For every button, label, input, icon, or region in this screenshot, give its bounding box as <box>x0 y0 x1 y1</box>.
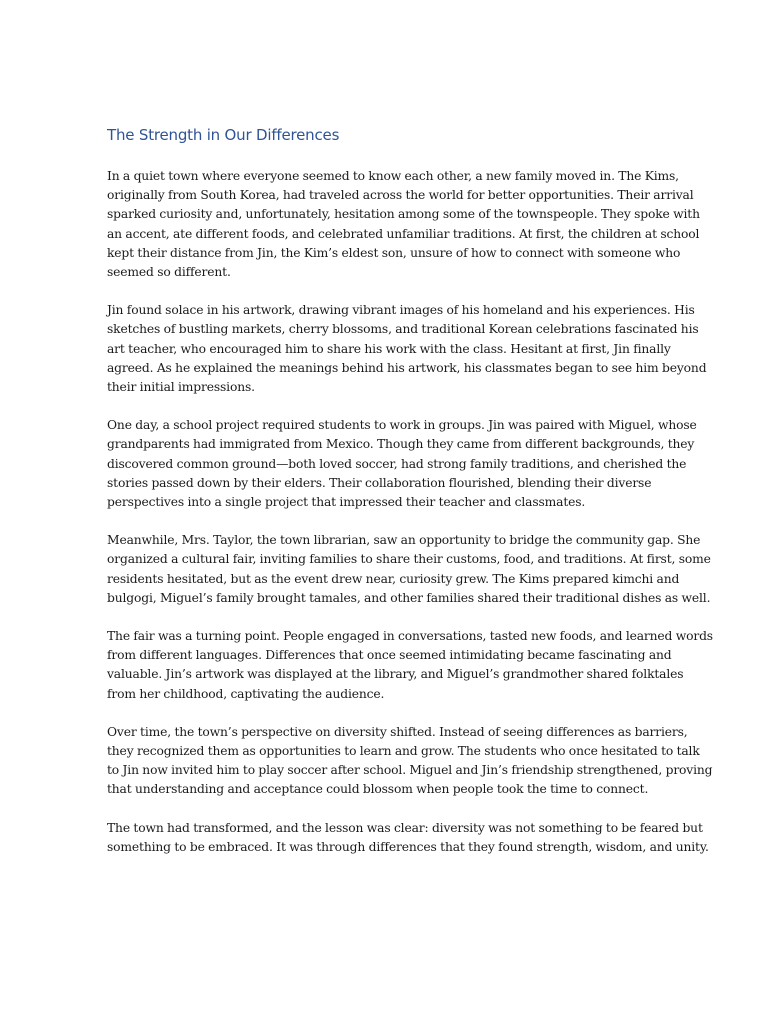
paragraph: The fair was a turning point. People engaged in conversations, tasted new foods, and learned words from different languages. Differences that once seemed intimidating became fascinating and valuable. Jin’s artwork was displayed at the library, and Miguel’s grandmother shared folktales from her childhood, captivating the audience. <box>107 629 713 701</box>
paragraph: One day, a school project required students to work in groups. Jin was paired with Miguel, whose grandparents had immigrated from Mexico. Though they came from different backgrounds, they discovered common ground—both loved soccer, had strong family traditions, and cherished the stories passed down by their elders. Their collaboration flourished, blending their diverse perspectives into a single project that impressed their teacher and classmates. <box>107 418 697 510</box>
paragraph-list <box>107 167 715 857</box>
paragraph: In a quiet town where everyone seemed to know each other, a new family moved in. The Kims, originally from South Korea, had traveled across the world for better opportunities. Their arrival sparked curiosity and, unfortunately, hesitation among some of the townspeople. They spoke with an accent, ate different foods, and celebrated unfamiliar traditions. At first, the children at school kept their distance from Jin, the Kim’s eldest son, unsure of how to connect with someone who seemed so different. <box>107 169 700 280</box>
paragraph: Jin found solace in his artwork, drawing vibrant images of his homeland and his experiences. His sketches of bustling markets, cherry blossoms, and traditional Korean celebrations fascinated his art teacher, who encouraged him to share his work with the class. Hesitant at first, Jin finally agreed. As he explained the meanings behind his artwork, his classmates began to see him beyond their initial impressions. <box>107 303 707 395</box>
paragraph: Over time, the town’s perspective on diversity shifted. Instead of seeing differences as barriers, they recognized them as opportunities to learn and grow. The students who once hesitated to talk to Jin now invited him to play soccer after school. Miguel and Jin’s friendship strengthened, proving that understanding and acceptance could blossom when people took the time to connect. <box>107 724 713 797</box>
paragraph: Meanwhile, Mrs. Taylor, the town librarian, saw an opportunity to bridge the community gap. She organized a cultural fair, inviting families to share their customs, food, and traditions. At first, some residents hesitated, but as the event drew near, curiosity grew. The Kims prepared kimchi and bulgogi, Miguel’s family brought tamales, and other families shared their traditional dishes as well. <box>107 533 711 605</box>
paragraph: The town had transformed, and the lesson was clear: diversity was not something to be feared but something to be embraced. It was through differences that they found strength, wisdom, and unity. <box>107 820 709 854</box>
document-body <box>107 124 715 857</box>
document-title: The Strength in Our Differences <box>107 126 340 144</box>
